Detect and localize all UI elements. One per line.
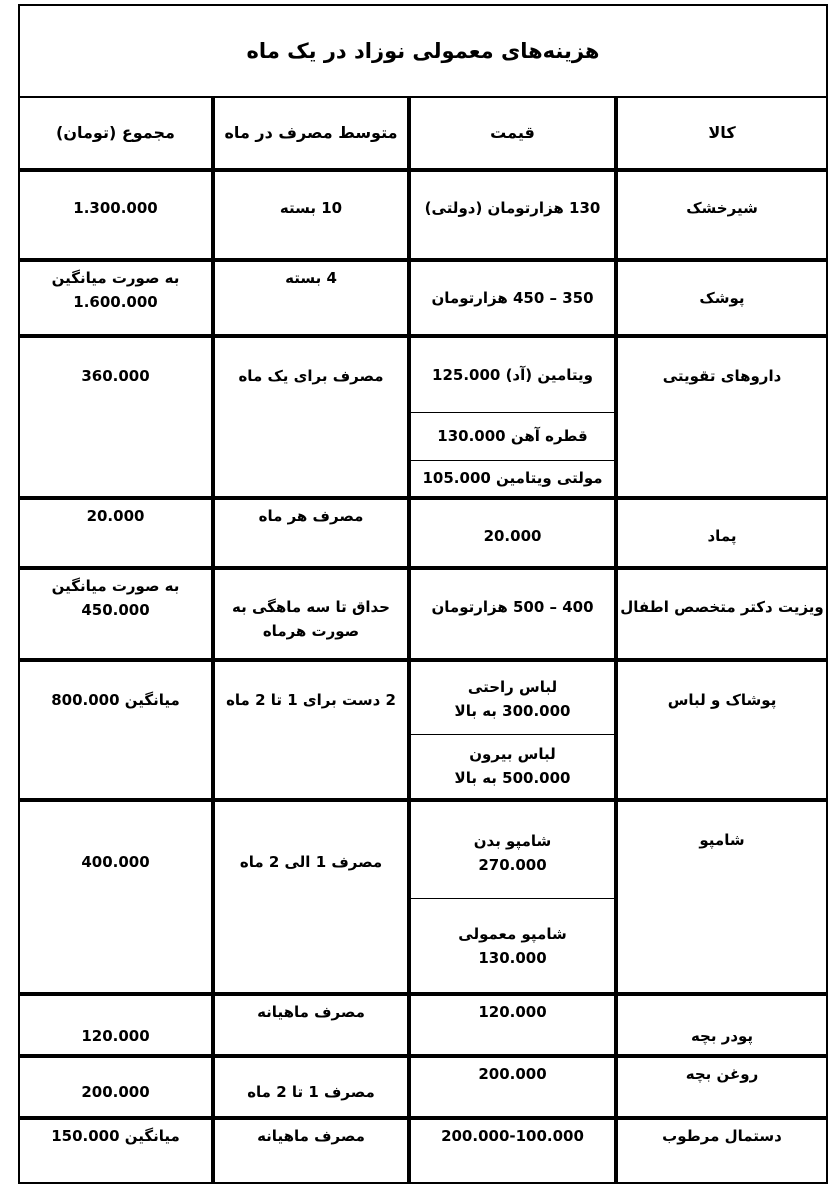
row-usage: 10 بسته [213, 170, 409, 260]
price-value: 500.000 به بالا [454, 769, 571, 787]
row-total [18, 568, 213, 660]
row-usage: مصرف ماهیانه [213, 994, 409, 1056]
row-item: پماد [616, 498, 828, 568]
row-usage [213, 568, 409, 660]
total-line: به صورت میانگین [51, 577, 180, 595]
row-price: 120.000 [409, 994, 616, 1056]
price-sub [411, 808, 614, 898]
row-item: ویزیت دکتر متخصص اطفال [616, 568, 828, 660]
row-price: 130 هزارتومان (دولتی) [409, 170, 616, 260]
row-price-group [409, 660, 616, 800]
row-price-group [409, 336, 616, 498]
row-price: 350 – 450 هزارتومان [409, 260, 616, 336]
total-line: به صورت میانگین [51, 269, 180, 287]
row-item: داروهای تقویتی [616, 336, 828, 498]
price-label: لباس بیرون [469, 745, 556, 763]
price-value: 270.000 [478, 856, 547, 874]
row-item: پوشک [616, 260, 828, 336]
row-item: روغن بچه [616, 1056, 828, 1118]
row-price: 400 – 500 هزارتومان [409, 568, 616, 660]
row-price-group [409, 800, 616, 994]
row-usage: 4 بسته [213, 260, 409, 336]
row-total: 360.000 [18, 336, 213, 498]
header-item: کالا [616, 96, 828, 170]
price-sub: مولتی ویتامین 105.000 [422, 469, 603, 487]
row-item: پودر بچه [616, 994, 828, 1056]
row-total: 400.000 [18, 800, 213, 994]
row-item: دستمال مرطوب [616, 1118, 828, 1184]
usage-line: صورت هرماه [262, 622, 360, 640]
row-total: 1.300.000 [18, 170, 213, 260]
header-total: مجموع (تومان) [18, 96, 213, 170]
price-sub [411, 734, 614, 798]
row-usage: مصرف برای یک ماه [213, 336, 409, 498]
price-value: 300.000 به بالا [454, 702, 571, 720]
row-usage: مصرف هر ماه [213, 498, 409, 568]
header-price: قیمت [409, 96, 616, 170]
row-usage: مصرف ماهیانه [213, 1118, 409, 1184]
row-total: 120.000 [18, 994, 213, 1056]
row-total: میانگین 150.000 [18, 1118, 213, 1184]
row-price: 200.000 [409, 1056, 616, 1118]
row-item: شیرخشک [616, 170, 828, 260]
header-usage: متوسط مصرف در ماه [213, 96, 409, 170]
row-total: میانگین 800.000 [18, 660, 213, 800]
price-sub [411, 898, 614, 994]
price-sub: ویتامین (آد) 125.000 [432, 366, 593, 384]
row-usage: 2 دست برای 1 تا 2 ماه [213, 660, 409, 800]
table-title: هزینه‌های معمولی نوزاد در یک ماه [20, 6, 826, 98]
row-price: 20.000 [409, 498, 616, 568]
row-item: شامپو [616, 800, 828, 994]
price-label: شامپو بدن [473, 832, 552, 850]
total-line: 450.000 [81, 601, 150, 619]
price-sub [411, 664, 614, 734]
price-value: 130.000 [478, 949, 547, 967]
price-sub: قطره آهن 130.000 [437, 427, 588, 445]
row-usage: مصرف 1 تا 2 ماه [213, 1056, 409, 1118]
row-price: 200.000-100.000 [409, 1118, 616, 1184]
total-line: 1.600.000 [73, 293, 158, 311]
price-label: لباس راحتی [467, 678, 558, 696]
row-usage: مصرف 1 الی 2 ماه [213, 800, 409, 994]
row-total: 200.000 [18, 1056, 213, 1118]
usage-line: حداق تا سه ماهگی به [232, 598, 390, 616]
row-item: پوشاک و لباس [616, 660, 828, 800]
row-total: 20.000 [18, 498, 213, 568]
row-total [18, 260, 213, 336]
price-label: شامپو معمولی [458, 925, 567, 943]
